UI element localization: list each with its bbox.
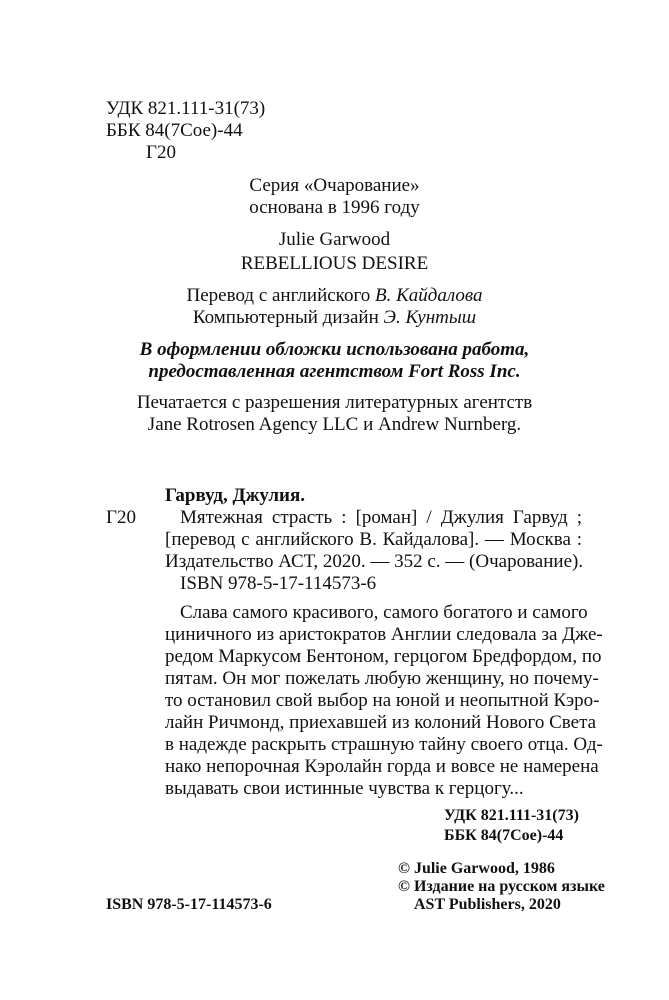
designer-name: Э. Кунтыш bbox=[383, 307, 477, 328]
copyright-publisher: AST Publishers, 2020 bbox=[414, 896, 561, 913]
translation-prefix: Перевод с английского bbox=[186, 285, 376, 306]
catalog-line-2: [перевод с английского В. Кайдалова]. — Москва : bbox=[165, 529, 582, 550]
catalog-line-3: Издательство АСТ, 2020. — 352 с. — (Очарование). bbox=[165, 551, 584, 572]
catalog-isbn: ISBN 978-5-17-114573-6 bbox=[180, 573, 377, 594]
annotation-line-9: выдавать свои истинные чувства к герцогу... bbox=[165, 778, 524, 799]
permission-line-1: Печатается с разрешения литературных агентств bbox=[136, 392, 533, 413]
design-credit bbox=[0, 307, 669, 329]
translation-credit bbox=[0, 285, 669, 307]
annotation-line-3: редом Маркусом Бентоном, герцогом Бредфордом, по bbox=[165, 646, 602, 667]
series-line-2: основана в 1996 году bbox=[249, 197, 420, 218]
udk-code-bottom: УДК 821.111-31(73) bbox=[444, 807, 579, 824]
copyright-edition: © Издание на русском языке bbox=[398, 878, 605, 895]
cover-note-line-2: предоставленная агентством Fort Ross Inc. bbox=[148, 361, 521, 382]
original-title: REBELLIOUS DESIRE bbox=[240, 253, 429, 274]
annotation-line-1: Слава самого красивого, самого богатого и самого bbox=[180, 602, 588, 623]
bbk-code-bottom: ББК 84(7Сое)-44 bbox=[444, 827, 564, 844]
annotation-line-6: лайн Ричмонд, приехавшей из колоний Нового Света bbox=[165, 712, 597, 733]
cover-note-line-1: В оформлении обложки использована работа, bbox=[139, 339, 530, 360]
udk-code: УДК 821.111-31(73) bbox=[106, 98, 266, 119]
annotation-line-8: нако непорочная Кэролайн горда и вовсе не намерена bbox=[165, 756, 599, 777]
series-line-1: Серия «Очарование» bbox=[249, 175, 420, 196]
annotation-line-5: то остановил свой выбор на юной и неопытной Кэро- bbox=[165, 690, 600, 711]
design-prefix: Компьютерный дизайн bbox=[192, 307, 384, 328]
translator-name: В. Кайдалова bbox=[375, 285, 483, 306]
bbk-code: ББК 84(7Сое)-44 bbox=[106, 120, 243, 141]
annotation-line-2: циничного из аристократов Англии следовала за Дже- bbox=[165, 624, 603, 645]
permission-line-2: Jane Rotrosen Agency LLC и Andrew Nurnberg. bbox=[147, 414, 522, 435]
catalog-line-1: Мятежная страсть : [роман] / Джулия Гарвуд ; bbox=[180, 507, 582, 528]
isbn-bottom: ISBN 978-5-17-114573-6 bbox=[106, 896, 272, 913]
original-author: Julie Garwood bbox=[278, 229, 391, 250]
annotation-line-7: в надежде раскрыть страшную тайну своего отца. Од- bbox=[165, 734, 603, 755]
catalog-heading: Гарвуд, Джулия. bbox=[165, 485, 306, 506]
annotation-line-4: пятам. Он мог пожелать любую женщину, но почему- bbox=[165, 668, 599, 689]
copyright-author: © Julie Garwood, 1986 bbox=[398, 860, 555, 877]
catalog-mark: Г20 bbox=[106, 507, 136, 528]
author-mark: Г20 bbox=[146, 142, 176, 163]
